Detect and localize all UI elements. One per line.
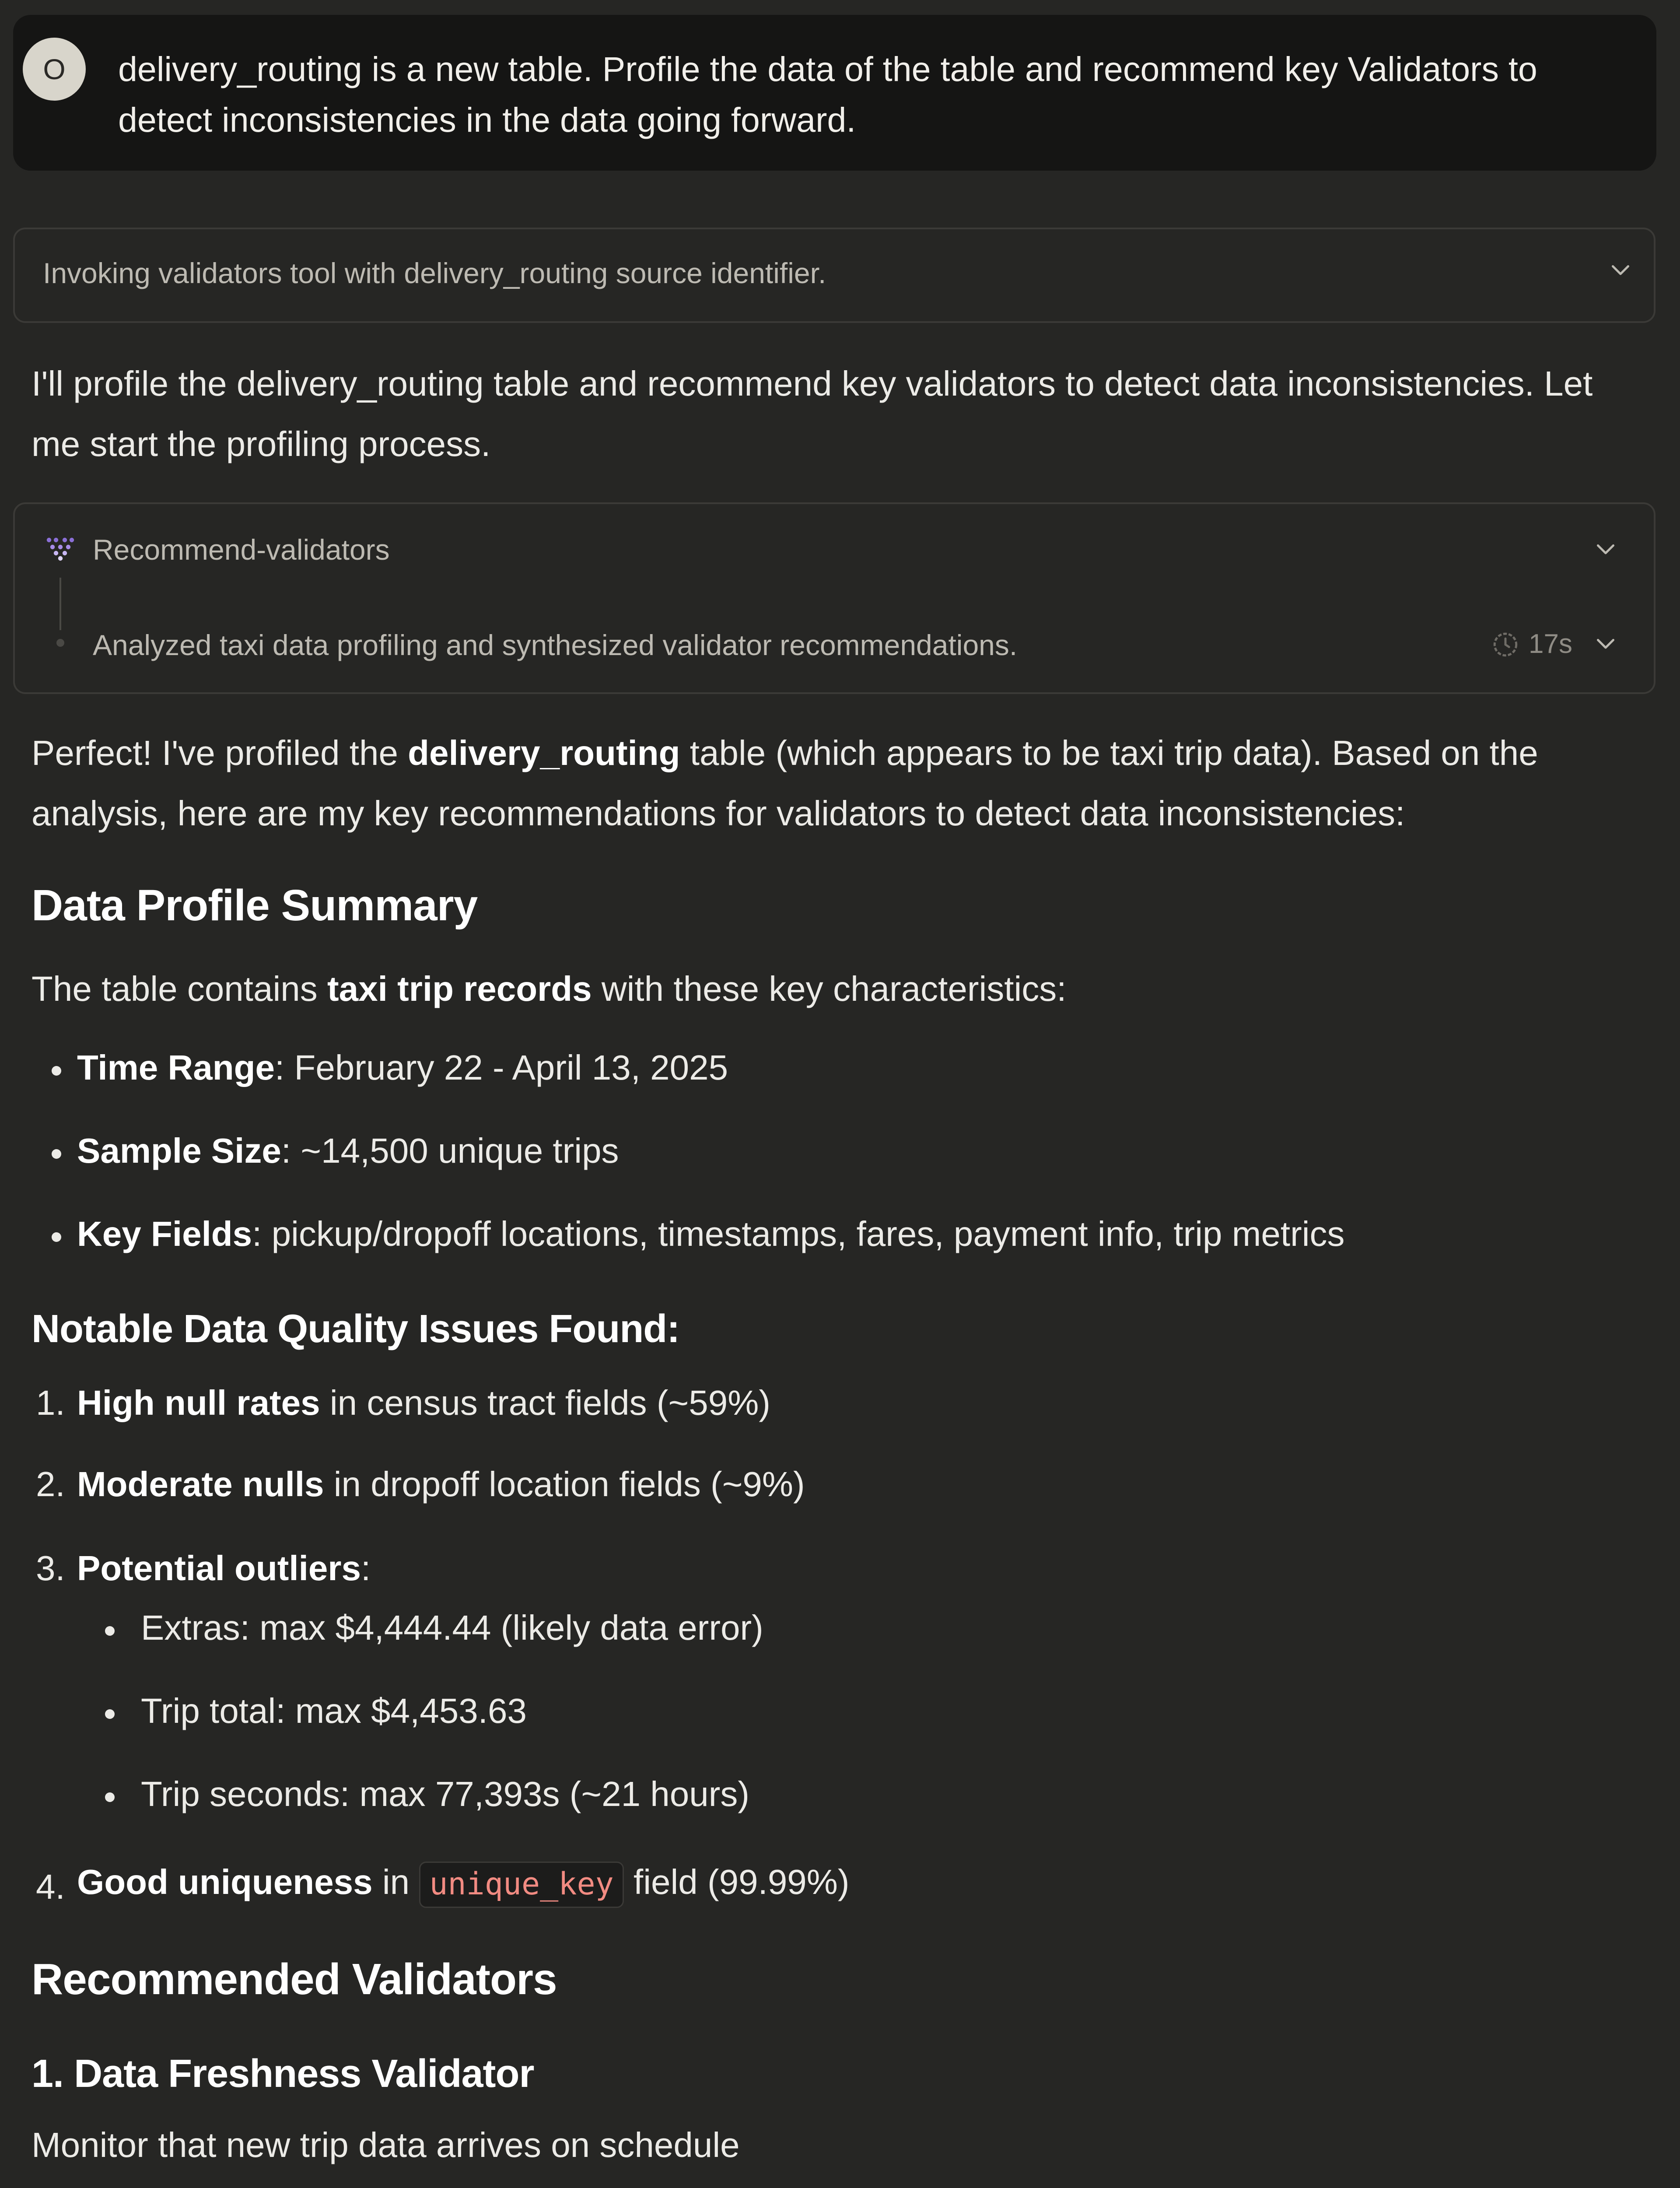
user-message-text: delivery_routing is a new table. Profile the data of the table and recommend key Validators to detect inconsistencies in the data going forward. [118,49,1537,139]
list-number: 2. [36,1465,65,1504]
recommended-validators-heading: Recommended Validators [32,1955,557,2004]
list-item: Trip total: max $4,453.63 [141,1691,527,1730]
clock-icon [1491,630,1520,659]
chevron-down-icon[interactable] [1592,630,1619,656]
table-name: delivery_routing [408,733,680,772]
list-item: Good uniqueness in unique_key field (99.99%) [77,1862,850,1908]
validator-1-description: Monitor that new trip data arrives on schedule [32,2125,740,2164]
bullet [105,1626,115,1636]
recommend-validators-title: Recommend-validators [93,533,390,566]
bullet [52,1149,61,1159]
list-item: Moderate nulls in dropoff location fields (~9%) [77,1465,805,1504]
tool-call-panel[interactable] [13,228,1656,323]
profile-intro: The table contains taxi trip records with these key characteristics: [32,969,1067,1008]
validator-1-heading: 1. Data Freshness Validator [32,2052,534,2096]
avatar-initial: O [43,53,66,85]
bullet [105,1709,115,1719]
summary-paragraph: Perfect! I've profiled the delivery_routing table (which appears to be taxi trip data). Based on the analysis, here are my key recommendations for validators to detect data inconsistencies: [32,733,1538,833]
list-item: High null rates in census tract fields (~59%) [77,1383,770,1422]
list-item: Trip seconds: max 77,393s (~21 hours) [141,1774,750,1813]
step-connector-line [60,578,61,630]
issues-heading: Notable Data Quality Issues Found: [32,1307,680,1351]
step-duration: 17s [1529,629,1572,659]
data-profile-heading: Data Profile Summary [32,881,478,930]
list-number: 1. [36,1383,65,1422]
bullet [52,1232,61,1242]
tool-call-label: Invoking validators tool with delivery_routing source identifier. [43,257,826,289]
chevron-down-icon[interactable] [1607,256,1634,283]
step-dot [56,639,64,647]
list-item: Key Fields: pickup/dropoff locations, timestamps, fares, payment info, trip metrics [77,1214,1345,1253]
list-item: Extras: max $4,444.44 (likely data error) [141,1608,763,1647]
chevron-down-icon[interactable] [1592,536,1619,562]
list-item: Sample Size: ~14,500 unique trips [77,1131,619,1170]
list-item: Time Range: February 22 - April 13, 2025 [77,1048,728,1087]
recommend-validators-step: Analyzed taxi data profiling and synthesized validator recommendations. [93,629,1018,661]
inline-code: unique_key [419,1862,623,1908]
list-number: 4. [36,1867,65,1906]
bullet [52,1066,61,1076]
list-item: Potential outliers: [77,1549,371,1588]
intro-paragraph: I'll profile the delivery_routing table and recommend key validators to detect data inconsistencies. Let me start the profiling process. [32,364,1593,463]
bullet [105,1792,115,1802]
user-avatar [23,38,86,101]
recommend-validators-panel[interactable] [13,502,1656,694]
list-number: 3. [36,1549,65,1588]
validators-logo-icon [46,536,75,561]
